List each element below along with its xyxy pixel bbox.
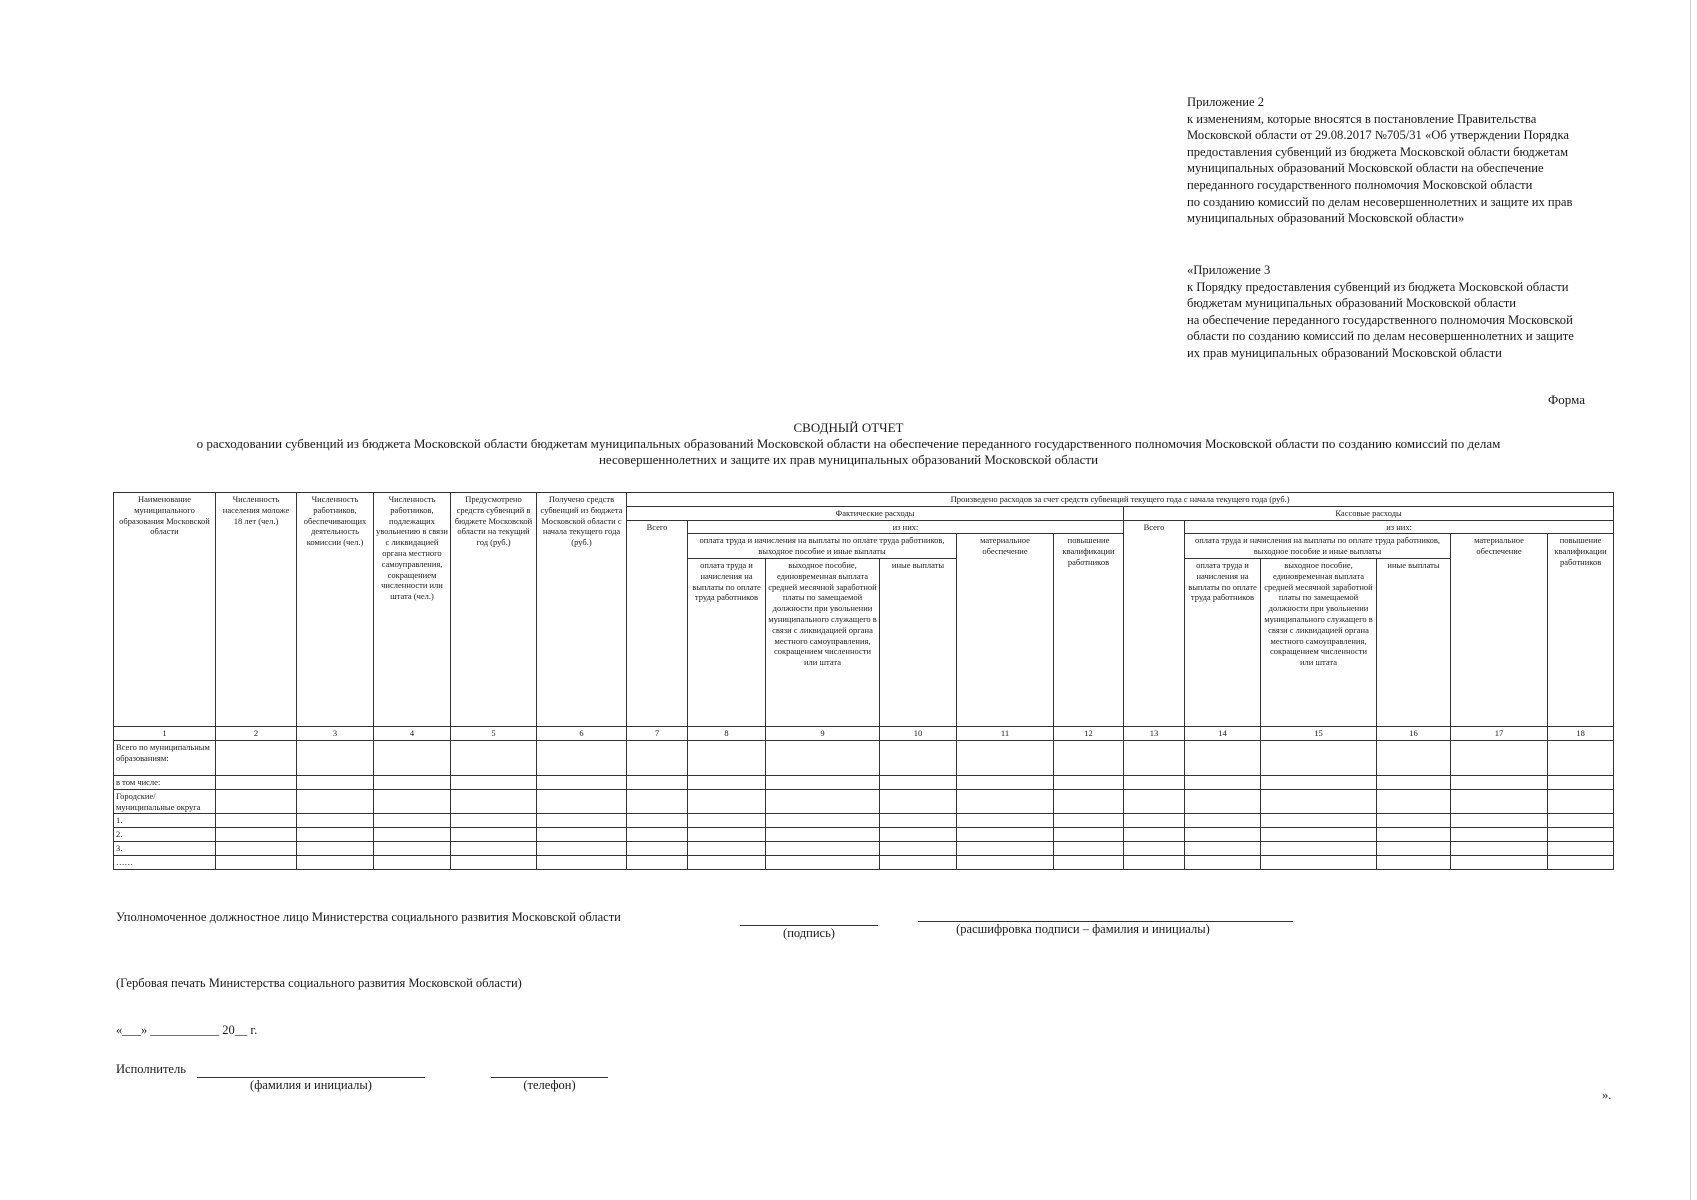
header-cash-material: материальное обеспечение [1451,534,1548,727]
annex-line: области по созданию комиссий по делам несовершеннолетних и защите [1187,329,1574,344]
header-actual-other: иные выплаты [880,558,957,726]
header-actual-ofthem: из них: [688,520,1124,534]
column-number: 4 [374,726,451,740]
header-population: Численность населения моложе 18 лет (чел.) [216,493,297,727]
header-cash-salary-group: оплата труда и начисления на выплаты по оплате труда работников, выходное пособие и иные выплаты [1185,534,1451,559]
header-staff: Численность работников, обеспечивающих деятельность комиссии (чел.) [297,493,374,727]
column-number: 1 [114,726,216,740]
header-cash-qualification: повышение квалификации работников [1548,534,1614,727]
form-label: Форма [1548,392,1585,407]
column-number: 10 [880,726,957,740]
header-municipality: Наименование муниципального образования Московской области [114,493,216,727]
column-number: 16 [1377,726,1451,740]
annex-line: «Приложение 3 [1187,263,1271,277]
column-numbers-row [114,726,1614,740]
column-number: 18 [1548,726,1614,740]
header-cash-expenses: Кассовые расходы [1124,506,1614,520]
header-actual-severance: выходное пособие, единовременная выплата средней месячной заработной платы по замещаемой должности при увольнении муниципального служащего в связи с ликвидацией органа местного самоуправления, сокращением численности или штата [766,558,880,726]
header-actual-material: материальное обеспечение [957,534,1054,727]
official-label: Уполномоченное должностное лицо Министерства социального развития Московской области [116,910,621,924]
annex-line: к Порядку предоставления субвенций из бюджета Московской области [1187,279,1569,294]
annex-2-block [1187,94,1572,227]
row-label: в том числе: [114,775,216,789]
header-cash-ofthem: из них: [1185,520,1614,534]
annex-line: муниципальных образований Московской области на обеспечение [1187,161,1544,176]
report-subtitle: о расходовании субвенций из бюджета Московской области бюджетам муниципальных образований Московской области на обеспечение переданного государственного полномочия Московской области по созданию комиссий по делам [196,436,1501,451]
header-cash-other: иные выплаты [1377,558,1451,726]
column-number: 14 [1185,726,1261,740]
header-cash-total: Всего [1124,520,1185,726]
column-number: 5 [451,726,537,740]
annex-3-block [1187,262,1574,362]
scan-edge [1690,0,1691,1200]
column-number: 2 [216,726,297,740]
table-row [114,789,1614,814]
table-row [114,855,1614,869]
column-number: 13 [1124,726,1185,740]
header-actual-qualification: повышение квалификации работников [1054,534,1124,727]
annex-line: переданного государственного полномочия Московской области [1187,177,1533,192]
header-cash-salary: оплата труда и начисления на выплаты по оплате труда работников [1185,558,1261,726]
header-planned-funds: Предусмотрено средств субвенций в бюджете Московской области на текущий год (руб.) [451,493,537,727]
column-number: 11 [957,726,1054,740]
annex-line: Московской области от 29.08.2017 №705/31 «Об утверждении Порядка [1187,128,1569,143]
header-actual-expenses: Фактические расходы [627,506,1124,520]
header-received-funds: Получено средств субвенций из бюджета Московской области с начала текущего года (руб.) [537,493,627,727]
table-row [114,841,1614,855]
annex-line: предоставления субвенций из бюджета Московской области бюджетам [1187,144,1569,159]
table-row [114,775,1614,789]
row-label: Всего по муниципальным образованиям: [114,740,216,775]
annex-line: к изменениям, которые вносятся в постановление Правительства [1187,111,1537,126]
executor-name-caption: (фамилия и инициалы) [250,1078,372,1092]
row-label: …… [114,855,216,869]
column-number: 8 [688,726,766,740]
header-spent: Произведено расходов за счет средств субвенций текущего года с начала текущего года (руб.) [627,493,1614,507]
header-staff-dismissal: Численность работников, подлежащих увольнению в связи с ликвидацией органа местного самоуправления, сокращением численности или штата (чел.) [374,493,451,727]
annex-line: по созданию комиссий по делам несовершеннолетних и защите их прав [1187,194,1573,209]
signature-caption: (подпись) [783,926,835,940]
row-label: 3. [114,841,216,855]
row-label: Городские/ муниципальные округа [114,789,216,814]
table-row [114,740,1614,775]
report-subtitle-cont: несовершеннолетних и защите их прав муниципальных образований Московской области [598,452,1099,467]
executor-phone-caption: (телефон) [523,1078,576,1092]
date-line: «___» ___________ 20__ г. [116,1023,258,1037]
annex-line: Приложение 2 [1187,95,1265,109]
column-number: 3 [297,726,374,740]
header-actual-salary: оплата труда и начисления на выплаты по оплате труда работников [688,558,766,726]
annex-line: на обеспечение переданного государственного полномочия Московской [1187,312,1573,327]
header-actual-salary-group: оплата труда и начисления на выплаты по оплате труда работников, выходное пособие и иные выплаты [688,534,957,559]
table-row [114,828,1614,842]
column-number: 6 [537,726,627,740]
decoding-caption: (расшифровка подписи – фамилия и инициалы) [956,922,1210,936]
column-number: 7 [627,726,688,740]
column-number: 9 [766,726,880,740]
closing-quote: ». [1602,1088,1612,1102]
report-table [113,492,1614,870]
report-title: СВОДНЫЙ ОТЧЕТ [793,420,904,435]
executor-label: Исполнитель [116,1062,186,1076]
column-number: 12 [1054,726,1124,740]
header-cash-severance: выходное пособие, единовременная выплата средней месячной заработной платы по замещаемой должности при увольнении муниципального служащего в связи с ликвидацией органа местного самоуправления, сокращением численности или штата [1261,558,1377,726]
row-label: 2. [114,828,216,842]
row-label: 1. [114,814,216,828]
seal-label: (Гербовая печать Министерства социального развития Московской области) [116,976,522,990]
annex-line: муниципальных образований Московской области» [1187,211,1465,226]
header-actual-total: Всего [627,520,688,726]
annex-line: бюджетам муниципальных образований Московской области [1187,296,1517,311]
table-row [114,814,1614,828]
column-number: 17 [1451,726,1548,740]
column-number: 15 [1261,726,1377,740]
annex-line: их прав муниципальных образований Московской области [1187,345,1502,360]
